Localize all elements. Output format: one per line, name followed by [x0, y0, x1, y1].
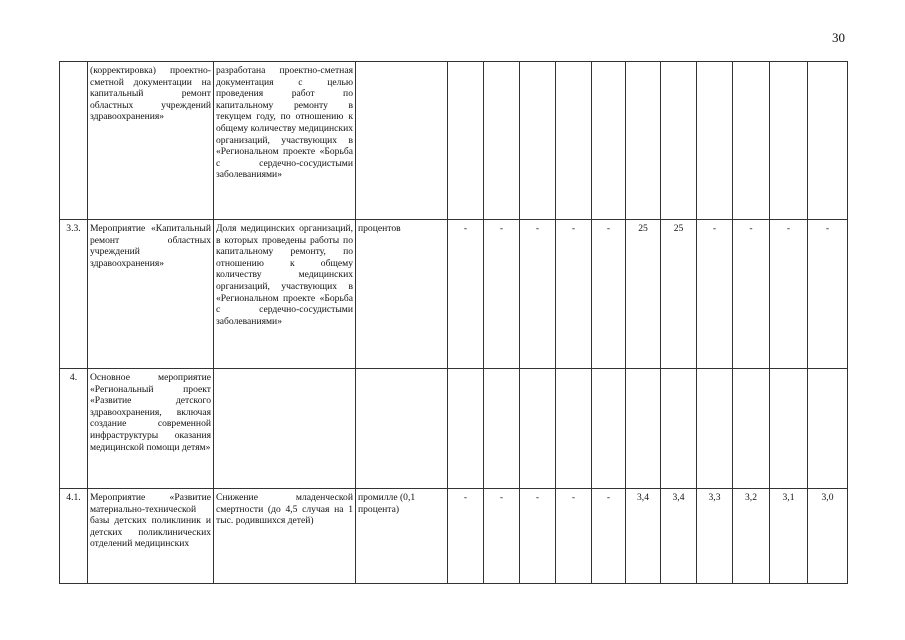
indicator-name [214, 369, 356, 489]
value-cell: - [556, 220, 592, 369]
table-row [60, 369, 848, 489]
value-cell: 3,4 [661, 489, 697, 584]
value-cell: - [484, 220, 520, 369]
value-cell [592, 369, 626, 489]
table-row [60, 62, 848, 220]
unit-of-measure: промилле (0,1 процента) [356, 489, 448, 584]
value-cell: 3,3 [697, 489, 733, 584]
value-cell [733, 369, 770, 489]
indicator-name: Доля медицинских организаций, в которых проведены работы по капитальному ремонту, по отношению к общему количеству медицинских организаций, участвующих в «Региональном проекте «Борьба с сердечно-сосудистыми заболеваниями» [214, 220, 356, 369]
measure-title: Мероприятие «Капитальный ремонт областных учреждений здравоохранения» [88, 220, 214, 369]
value-cell: - [448, 220, 484, 369]
row-number: 3.3. [60, 220, 88, 369]
value-cell [697, 62, 733, 220]
table-row [60, 489, 848, 584]
row-number: 4. [60, 369, 88, 489]
value-cell [661, 62, 697, 220]
value-cell: - [448, 489, 484, 584]
value-cell: - [520, 220, 556, 369]
value-cell [626, 62, 661, 220]
measure-title: Мероприятие «Развитие материально-технической базы детских поликлиник и детских поликлинических отделений медицинских [88, 489, 214, 584]
row-number [60, 62, 88, 220]
value-cell [808, 369, 848, 489]
value-cell [626, 369, 661, 489]
value-cell [448, 62, 484, 220]
value-cell [770, 369, 808, 489]
measure-title: (корректировка) проектно-сметной документации на капитальный ремонт областных учреждений здравоохранения» [88, 62, 214, 220]
value-cell: 25 [626, 220, 661, 369]
value-cell [556, 369, 592, 489]
value-cell: - [770, 220, 808, 369]
value-cell: 3,4 [626, 489, 661, 584]
value-cell: - [484, 489, 520, 584]
value-cell [697, 369, 733, 489]
value-cell: - [697, 220, 733, 369]
value-cell [592, 62, 626, 220]
indicator-name: разработана проектно-сметная документация с целью проведения работ по капитальному ремонту в текущем году, по отношению к общему количеству медицинских организаций, участвующих в «Региональном проекте «Борьба с сердечно-сосудистыми заболеваниями» [214, 62, 356, 220]
indicators-table [59, 61, 848, 584]
table-row [60, 220, 848, 369]
value-cell: - [556, 489, 592, 584]
value-cell: - [808, 220, 848, 369]
value-cell: 3,0 [808, 489, 848, 584]
value-cell [484, 62, 520, 220]
value-cell [770, 62, 808, 220]
value-cell [520, 62, 556, 220]
value-cell [733, 62, 770, 220]
value-cell [520, 369, 556, 489]
value-cell: - [592, 489, 626, 584]
value-cell: 3,2 [733, 489, 770, 584]
unit-of-measure [356, 62, 448, 220]
value-cell: - [733, 220, 770, 369]
value-cell [448, 369, 484, 489]
value-cell [661, 369, 697, 489]
value-cell [808, 62, 848, 220]
page-number: 30 [832, 30, 845, 45]
indicator-name: Снижение младенческой смертности (до 4,5 случая на 1 тыс. родившихся детей) [214, 489, 356, 584]
row-number: 4.1. [60, 489, 88, 584]
value-cell [484, 369, 520, 489]
value-cell [556, 62, 592, 220]
unit-of-measure: процентов [356, 220, 448, 369]
measure-title: Основное мероприятие «Региональный проект «Развитие детского здравоохранения, включая создание современной инфраструктуры оказания медицинской помощи детям» [88, 369, 214, 489]
value-cell: 3,1 [770, 489, 808, 584]
value-cell: - [520, 489, 556, 584]
value-cell: 25 [661, 220, 697, 369]
unit-of-measure [356, 369, 448, 489]
value-cell: - [592, 220, 626, 369]
